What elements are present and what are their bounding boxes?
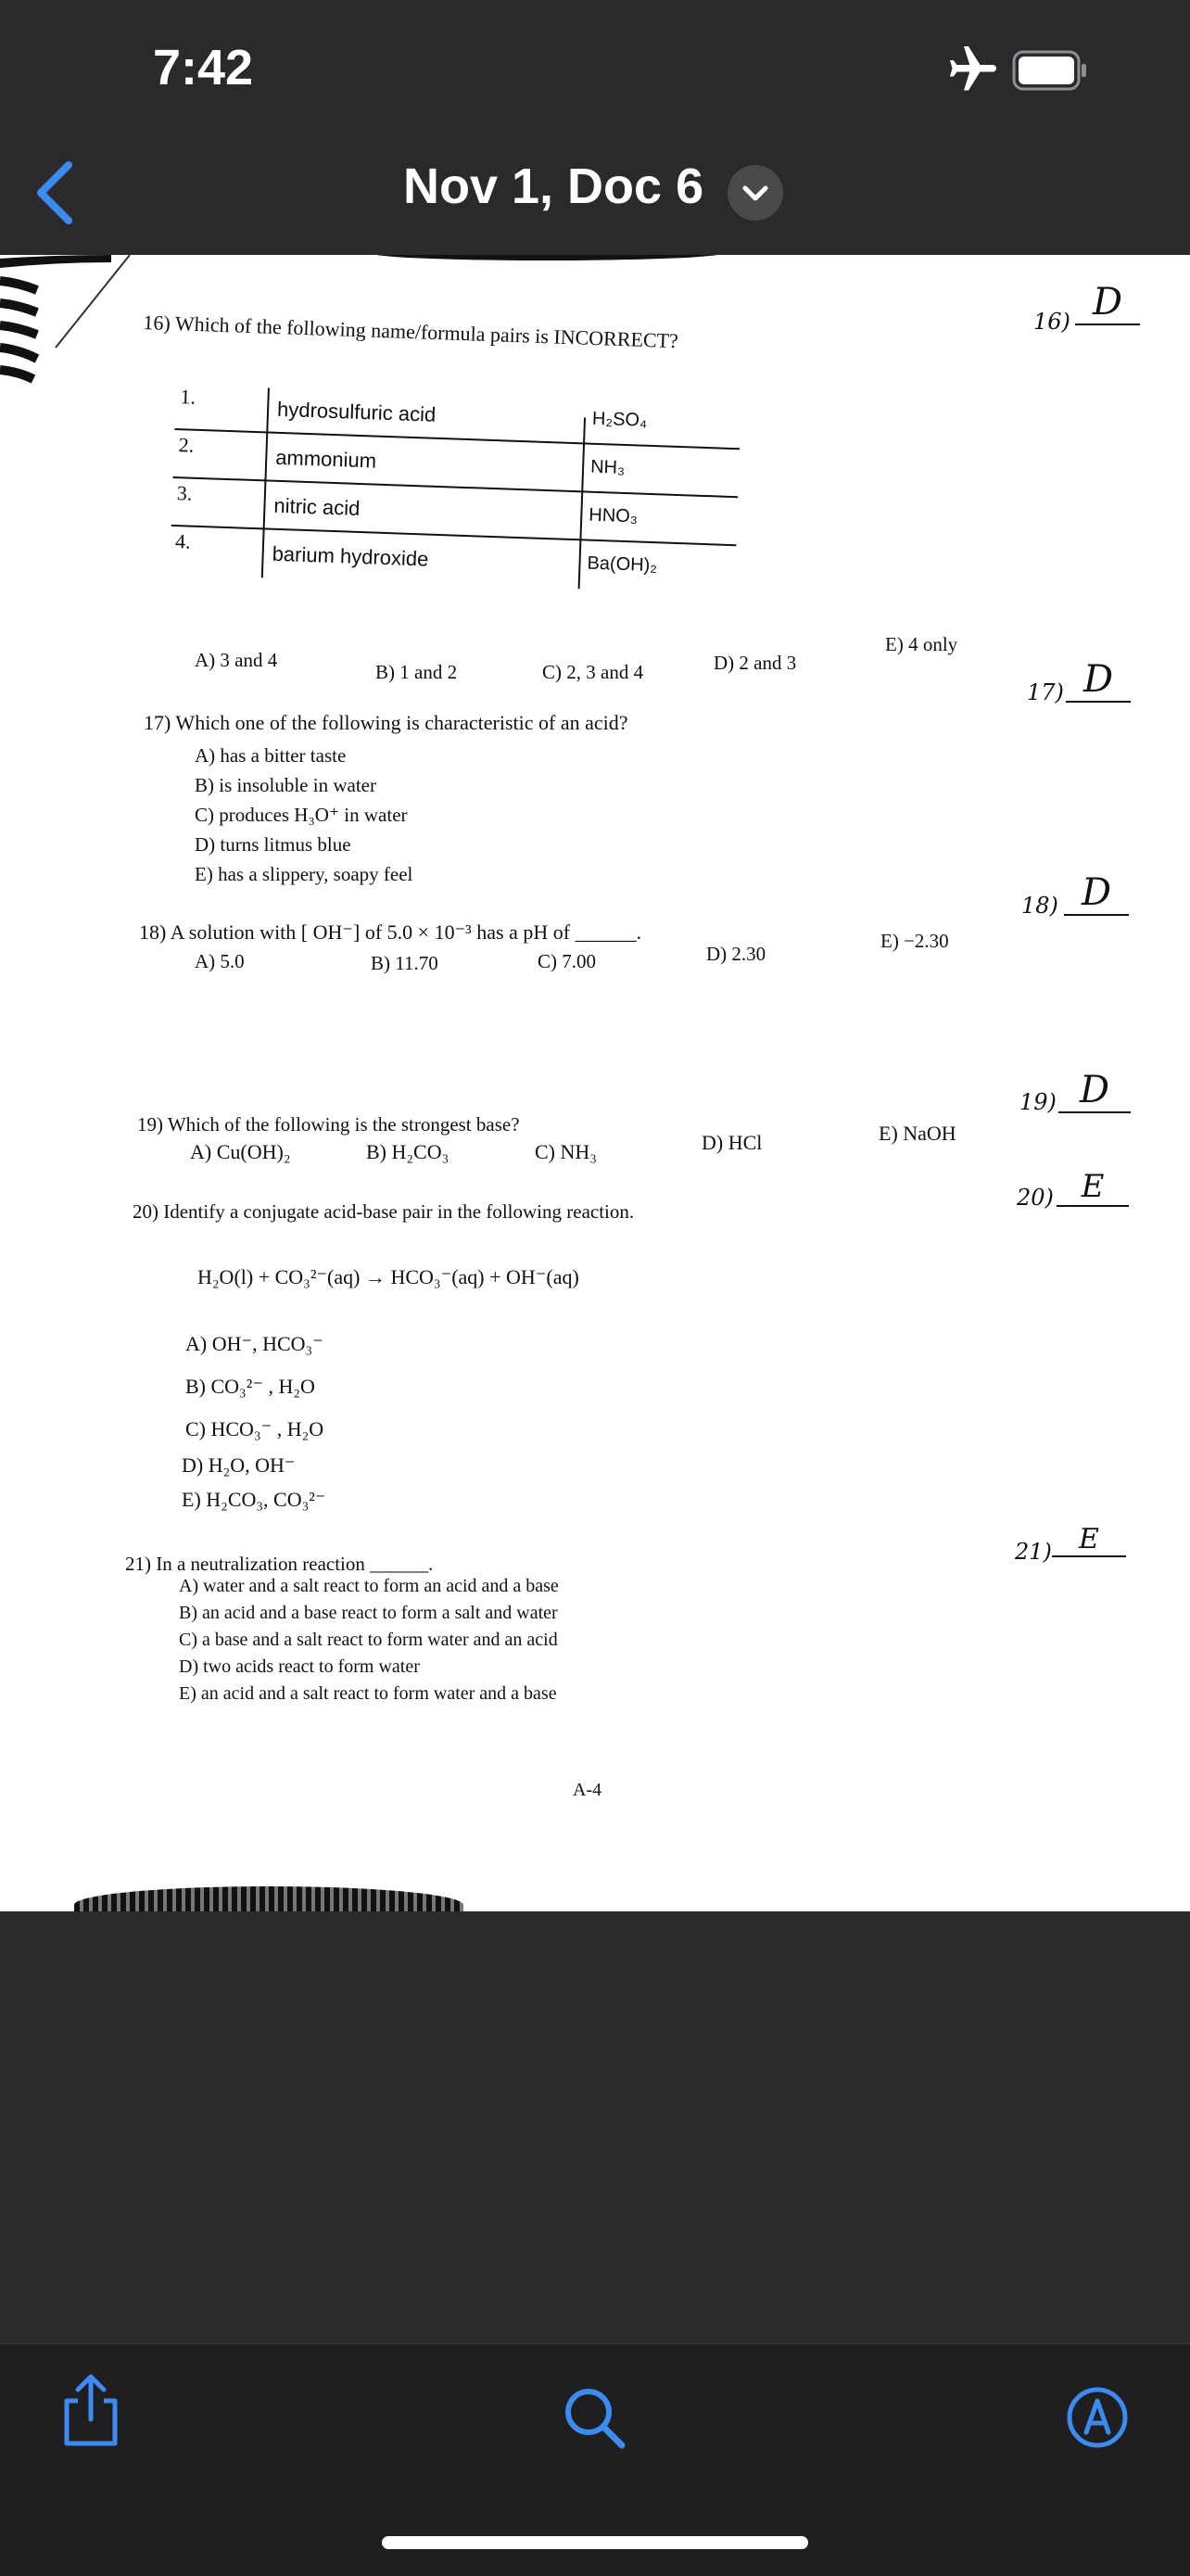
page-number: A-4 (573, 1780, 602, 1800)
q16-choice: E) 4 only (885, 633, 958, 655)
q19-choice: B) H₂CO₃ (366, 1140, 449, 1163)
back-chevron-icon[interactable] (28, 156, 83, 230)
q19-choice: C) NH₃ (535, 1140, 597, 1163)
question-17-prompt: 17) Which one of the following is characteristic of an acid? (144, 711, 628, 734)
handwritten-answer-16: D (1075, 281, 1140, 325)
status-time: 7:42 (153, 40, 254, 95)
binder-ring-marks (0, 255, 148, 403)
q18-choice: D) 2.30 (706, 943, 766, 965)
q20-choice: C) HCO₃⁻ , H₂O (185, 1417, 324, 1440)
airplane-mode-icon (945, 42, 1001, 97)
q19-choice: E) NaOH (879, 1122, 956, 1145)
status-bar (0, 0, 1190, 139)
q16-choice: A) 3 and 4 (195, 649, 278, 671)
title-menu-button[interactable] (728, 165, 783, 221)
table-cell-formula: HNO₃ (588, 504, 639, 527)
answer-label-19: 19) (1019, 1089, 1057, 1115)
q20-choice: D) H₂O, OH⁻ (182, 1453, 296, 1477)
table-row-number: 4. (174, 529, 192, 553)
answer-label-21: 21) (1015, 1539, 1052, 1565)
handwritten-answer-21: E (1052, 1523, 1126, 1557)
top-edge-shadow (371, 255, 723, 260)
q17-choice: B) is insoluble in water (195, 774, 376, 796)
q21-choice: A) water and a salt react to form an acid and a base (179, 1576, 559, 1596)
answer-label-20: 20) (1017, 1185, 1054, 1211)
table-cell-name: nitric acid (273, 493, 361, 520)
home-indicator (382, 2536, 808, 2549)
q16-choice: B) 1 and 2 (375, 661, 458, 683)
handwritten-answer-19: D (1058, 1069, 1131, 1113)
share-icon[interactable] (57, 2373, 124, 2447)
q19-choice: D) HCl (702, 1131, 763, 1154)
bottom-edge-shadow (74, 1886, 463, 1911)
question-21-prompt: 21) In a neutralization reaction ______. (125, 1553, 434, 1575)
table-cell-formula: NH₃ (589, 456, 626, 478)
q16-choice: C) 2, 3 and 4 (542, 661, 644, 683)
q21-choice: D) two acids react to form water (179, 1656, 420, 1677)
search-icon[interactable] (561, 2384, 627, 2451)
table-row-number: 2. (178, 433, 195, 457)
table-cell-name: hydrosulfuric acid (276, 397, 437, 426)
answer-label-18: 18) (1021, 893, 1058, 919)
table-cell-name: barium hydroxide (272, 541, 429, 571)
answer-label-16: 16) (1033, 309, 1070, 335)
q17-choice: D) turns litmus blue (195, 833, 351, 856)
q18-choice: C) 7.00 (538, 950, 596, 972)
q18-choice: B) 11.70 (371, 952, 438, 974)
q20-reaction: H₂O(l) + CO₃²⁻(aq) → HCO₃⁻(aq) + OH⁻(aq) (197, 1265, 579, 1288)
q17-choice: E) has a slippery, soapy feel (195, 863, 413, 885)
handwritten-answer-17: D (1066, 658, 1131, 703)
q17-choice: A) has a bitter taste (195, 744, 347, 767)
q17-choice: C) produces H₃O⁺ in water (195, 804, 408, 826)
q20-choice: E) H₂CO₃, CO₃²⁻ (182, 1488, 326, 1511)
q21-choice: C) a base and a salt react to form water and an acid (179, 1630, 558, 1650)
q18-choice: A) 5.0 (195, 950, 245, 972)
answer-label-17: 17) (1027, 679, 1064, 705)
document-title[interactable]: Nov 1, Doc 6 (403, 159, 704, 214)
question-16-prompt: 16) Which of the following name/formula pairs is INCORRECT? (143, 311, 679, 353)
markup-icon[interactable] (1064, 2384, 1131, 2451)
q20-choice: A) OH⁻, HCO₃⁻ (185, 1332, 323, 1355)
battery-icon (1012, 50, 1088, 91)
table-row-number: 3. (176, 481, 193, 505)
question-19-prompt: 19) Which of the following is the strongest base? (137, 1113, 520, 1136)
chevron-down-icon (728, 165, 783, 221)
handwritten-answer-20: E (1057, 1168, 1129, 1207)
q19-choice: A) Cu(OH)₂ (190, 1140, 291, 1163)
q21-choice: B) an acid and a base react to form a salt and water (179, 1603, 558, 1623)
q20-choice: B) CO₃²⁻ , H₂O (185, 1375, 315, 1398)
table-cell-formula: H₂SO₄ (591, 408, 648, 431)
table-row-number: 1. (180, 385, 196, 409)
q16-table (170, 385, 751, 600)
question-18-prompt: 18) A solution with [ OH⁻] of 5.0 × 10⁻³ has a pH of ______. (139, 920, 642, 944)
q18-choice: E) −2.30 (880, 930, 949, 952)
handwritten-answer-18: D (1064, 871, 1129, 916)
q21-choice: E) an acid and a salt react to form water and a base (179, 1683, 557, 1704)
question-20-prompt: 20) Identify a conjugate acid-base pair in the following reaction. (133, 1200, 635, 1223)
q16-choice: D) 2 and 3 (714, 652, 797, 674)
table-cell-formula: Ba(OH)₂ (587, 552, 658, 577)
document-page (0, 255, 1190, 1911)
table-lines (170, 385, 751, 600)
table-cell-name: ammonium (274, 445, 377, 473)
